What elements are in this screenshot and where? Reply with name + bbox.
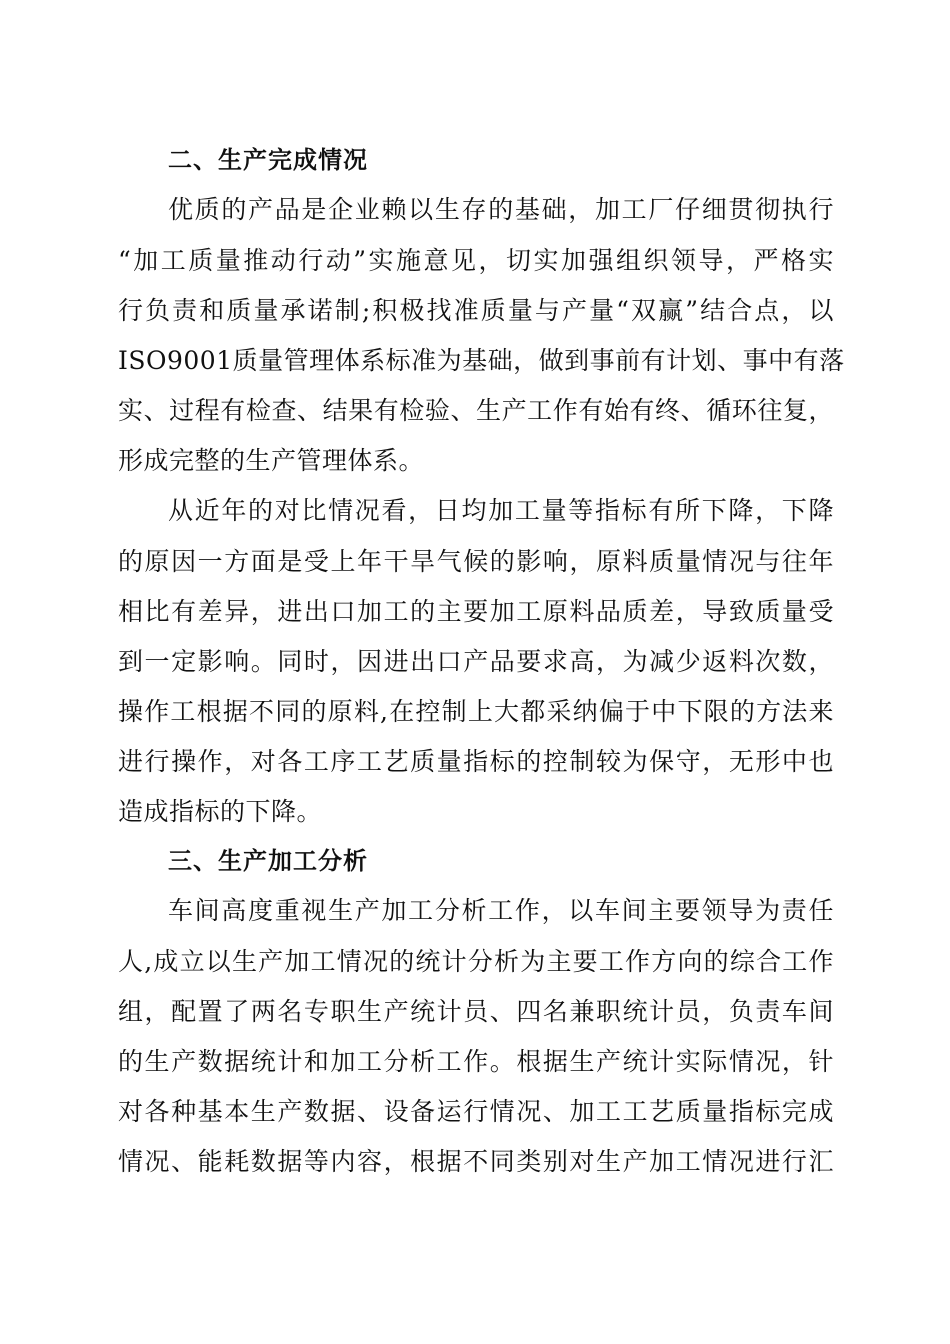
paragraph-line: 组，配置了两名专职生产统计员、四名兼职统计员，负责车间 xyxy=(118,997,834,1026)
section-heading-production-analysis: 三、生产加工分析 xyxy=(168,847,368,875)
paragraph-line: 形成完整的生产管理体系。 xyxy=(118,446,425,475)
paragraph-line: 从近年的对比情况看，日均加工量等指标有所下降，下降 xyxy=(168,496,834,525)
paragraph-line: 的生产数据统计和加工分析工作。根据生产统计实际情况，针 xyxy=(118,1047,834,1076)
paragraph-line: 行负责和质量承诺制;积极找准质量与产量“双赢”结合点，以 xyxy=(118,296,834,325)
paragraph-line: 的原因一方面是受上年干旱气候的影响，原料质量情况与往年 xyxy=(118,547,834,576)
paragraph-line: “加工质量推动行动”实施意见，切实加强组织领导，严格实 xyxy=(118,246,834,275)
paragraph-line: 情况、能耗数据等内容，根据不同类别对生产加工情况进行汇 xyxy=(118,1147,834,1176)
paragraph-line: 到一定影响。同时，因进出口产品要求高，为减少返料次数， xyxy=(118,647,834,676)
paragraph-line: 进行操作，对各工序工艺质量指标的控制较为保守，无形中也 xyxy=(118,747,834,776)
paragraph-line: 车间高度重视生产加工分析工作，以车间主要领导为责任 xyxy=(168,896,834,925)
paragraph-line: 操作工根据不同的原料,在控制上大都采纳偏于中下限的方法来 xyxy=(118,697,834,726)
paragraph-line: ISO9001质量管理体系标准为基础，做到事前有计划、事中有落 xyxy=(118,346,845,375)
paragraph-line: 对各种基本生产数据、设备运行情况、加工工艺质量指标完成 xyxy=(118,1097,834,1126)
paragraph-line: 实、过程有检查、结果有检验、生产工作有始有终、循环往复， xyxy=(118,396,834,425)
section-heading-production-completion: 二、生产完成情况 xyxy=(168,146,368,174)
paragraph-line: 人,成立以生产加工情况的统计分析为主要工作方向的综合工作 xyxy=(118,947,834,976)
paragraph-line: 优质的产品是企业赖以生存的基础，加工厂仔细贯彻执行 xyxy=(168,195,834,224)
paragraph-line: 相比有差异，进出口加工的主要加工原料品质差，导致质量受 xyxy=(118,597,834,626)
paragraph-line: 造成指标的下降。 xyxy=(118,797,323,826)
